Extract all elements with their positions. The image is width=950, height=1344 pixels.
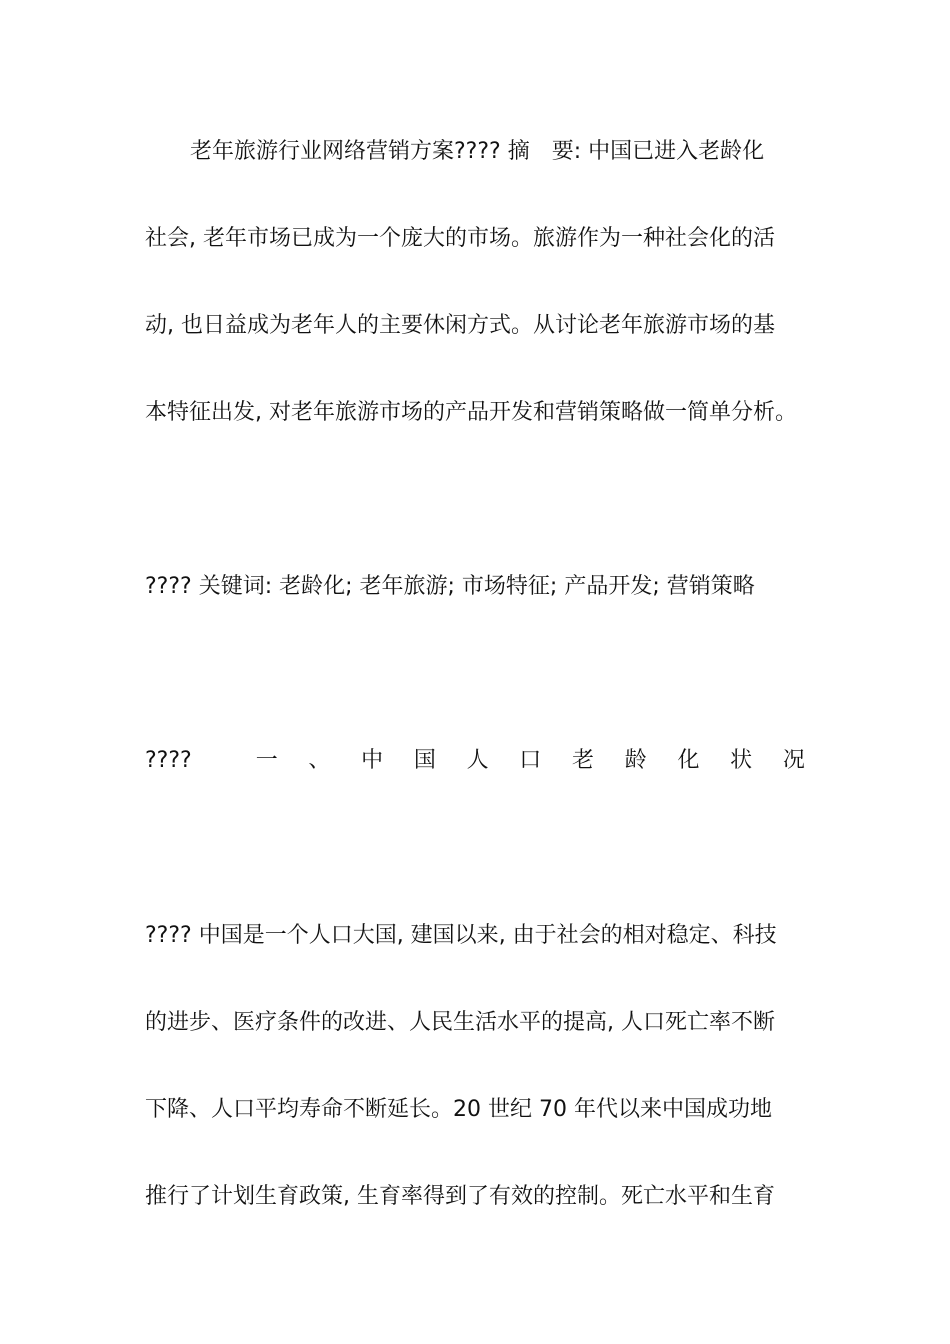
section-heading bbox=[145, 746, 805, 776]
body-line-4: 推行了计划生育政策, 生育率得到了有效的控制。死亡水平和生育 bbox=[145, 1184, 775, 1209]
heading-char: 口 bbox=[519, 748, 542, 773]
abstract-line-1: 老年旅游行业网络营销方案???? 摘 要: 中国已进入老龄化 bbox=[190, 139, 765, 164]
heading-prefix: ???? bbox=[145, 748, 192, 773]
heading-char: 中 bbox=[361, 748, 384, 773]
abstract-line-2: 社会, 老年市场已成为一个庞大的市场。旅游作为一种社会化的活 bbox=[145, 226, 775, 251]
body-line-3: 下降、人口平均寿命不断延长。20 世纪 70 年代以来中国成功地 bbox=[145, 1097, 772, 1122]
heading-char: 状 bbox=[730, 748, 753, 773]
heading-char: 一 bbox=[255, 748, 278, 773]
heading-char: 况 bbox=[782, 748, 805, 773]
body-line-1: ???? 中国是一个人口大国, 建国以来, 由于社会的相对稳定、科技 bbox=[145, 923, 777, 948]
body-line-2: 的进步、医疗条件的改进、人民生活水平的提高, 人口死亡率不断 bbox=[145, 1010, 775, 1035]
keywords-line: ???? 关键词: 老龄化; 老年旅游; 市场特征; 产品开发; 营销策略 bbox=[145, 574, 755, 599]
abstract-line-3: 动, 也日益成为老年人的主要休闲方式。从讨论老年旅游市场的基 bbox=[145, 313, 775, 338]
heading-char: 国 bbox=[413, 748, 436, 773]
heading-char: 化 bbox=[677, 748, 700, 773]
heading-char: 、 bbox=[308, 748, 331, 773]
heading-char: 老 bbox=[572, 748, 595, 773]
heading-char: 人 bbox=[466, 748, 489, 773]
heading-char: 龄 bbox=[624, 748, 647, 773]
abstract-line-4: 本特征出发, 对老年旅游市场的产品开发和营销策略做一简单分析。 bbox=[145, 400, 797, 425]
